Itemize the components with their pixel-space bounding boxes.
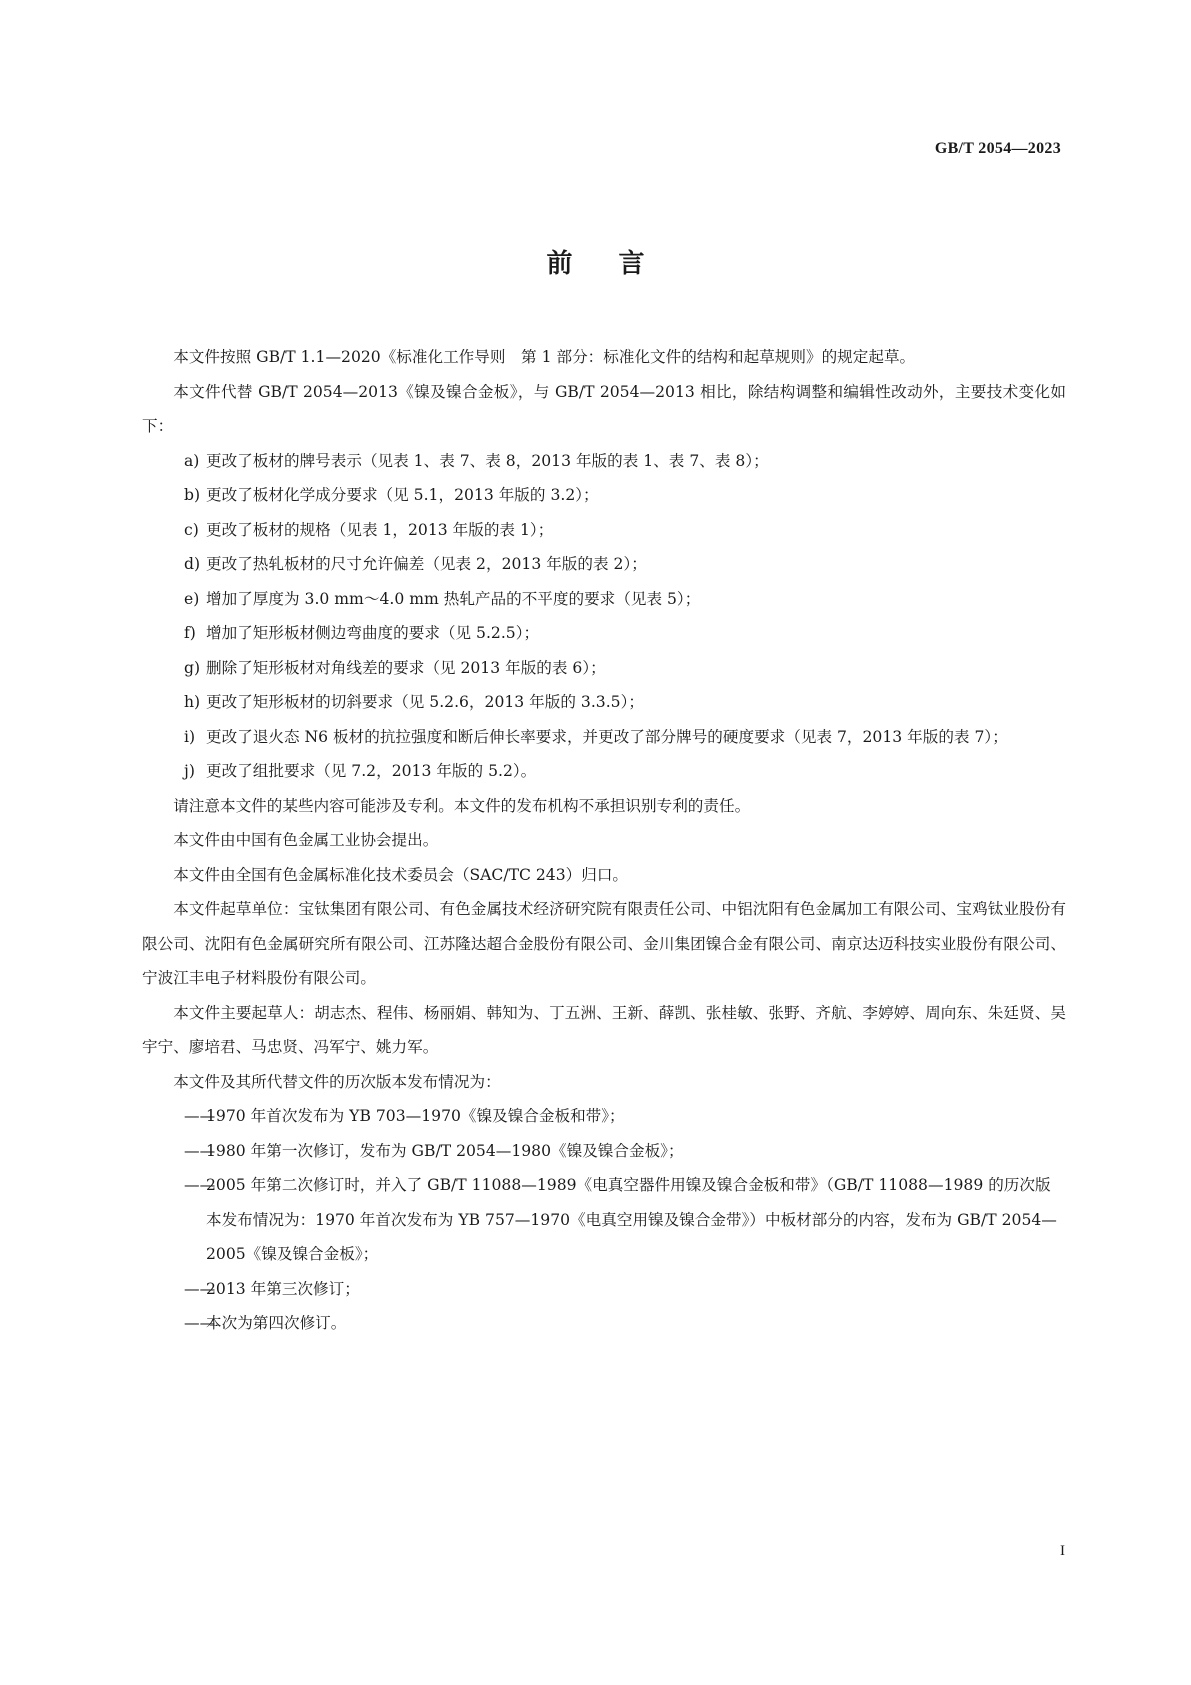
list-item: —— 2005 年第二次修订时，并入了 GB/T 11088—1989《电真空器件用镍及镍合金板和带》（GB/T 11088—1989 的历次版本发布情况为：1970 年首次发布为 YB 757—1970《电真空用镍及镍合金带》）中板材部分的内容，发布为 GB/T 2054—2005《镍及镍合金板》； bbox=[184, 1176, 1057, 1263]
list-item: i) 更改了退火态 N6 板材的抗拉强度和断后伸长率要求，并更改了部分牌号的硬度要求（见表 7，2013 年版的表 7）； bbox=[184, 727, 1008, 746]
paragraph-drafting-rules: 本文件按照 GB/T 1.1—2020《标准化工作导则 第 1 部分：标准化文件的结构和起草规则》的规定起草。 bbox=[173, 348, 916, 366]
paragraph-proposer: 本文件由中国有色金属工业协会提出。 bbox=[173, 831, 439, 849]
changes-list bbox=[142, 444, 1066, 789]
page-number: I bbox=[1060, 1543, 1065, 1559]
paragraph-patent-notice: 请注意本文件的某些内容可能涉及专利。本文件的发布机构不承担识别专利的责任。 bbox=[173, 796, 751, 815]
list-item: c) 更改了板材的规格（见表 1，2013 年版的表 1）； bbox=[184, 520, 554, 539]
list-item: —— 本次为第四次修订。 bbox=[184, 1314, 347, 1332]
paragraph-drafters: 本文件主要起草人：胡志杰、程伟、杨丽娟、韩知为、丁五洲、王新、薛凯、张桂敏、张野、齐航、李婷婷、周向东、朱廷贤、吴宇宁、廖培君、马忠贤、冯军宁、姚力军。 bbox=[142, 1003, 1066, 1056]
paragraph-history-intro: 本文件及其所代替文件的历次版本发布情况为： bbox=[173, 1072, 501, 1091]
list-item: —— 2013 年第三次修订； bbox=[184, 1279, 360, 1298]
list-item: j) 更改了组批要求（见 7.2，2013 年版的 5.2）。 bbox=[184, 762, 537, 780]
list-item: f) 增加了矩形板材侧边弯曲度的要求（见 5.2.5）； bbox=[184, 624, 540, 642]
foreword-body bbox=[142, 340, 1066, 1341]
paragraph-drafting-units: 本文件起草单位：宝钛集团有限公司、有色金属技术经济研究院有限责任公司、中铝沈阳有色金属加工有限公司、宝鸡钛业股份有限公司、沈阳有色金属研究所有限公司、江苏隆达超合金股份有限公司、金川集团镍合金有限公司、南京达迈科技实业股份有限公司、宁波江丰电子材料股份有限公司。 bbox=[142, 900, 1066, 987]
list-item: e) 增加了厚度为 3.0 mm～4.0 mm 热轧产品的不平度的要求（见表 5）； bbox=[184, 589, 701, 608]
list-item: —— 1970 年首次发布为 YB 703—1970《镍及镍合金板和带》； bbox=[184, 1107, 625, 1125]
paragraph-committee: 本文件由全国有色金属标准化技术委员会（SAC/TC 243）归口。 bbox=[173, 865, 629, 884]
list-item: h) 更改了矩形板材的切斜要求（见 5.2.6，2013 年版的 3.3.5）； bbox=[184, 693, 644, 711]
list-item: b) 更改了板材化学成分要求（见 5.1，2013 年版的 3.2）； bbox=[184, 486, 599, 504]
list-item: d) 更改了热轧板材的尺寸允许偏差（见表 2，2013 年版的表 2）； bbox=[184, 555, 647, 573]
page-title: 前言 bbox=[546, 249, 691, 279]
paragraph-replacement: 本文件代替 GB/T 2054—2013《镍及镍合金板》，与 GB/T 2054—2013 相比，除结构调整和编辑性改动外，主要技术变化如下： bbox=[142, 382, 1066, 435]
list-item: a) 更改了板材的牌号表示（见表 1、表 7、表 8，2013 年版的表 1、表 7、表 8）； bbox=[184, 451, 769, 470]
history-list bbox=[142, 1099, 1066, 1341]
list-item: g) 删除了矩形板材对角线差的要求（见 2013 年版的表 6）； bbox=[184, 658, 606, 677]
list-item: —— 1980 年第一次修订，发布为 GB/T 2054—1980《镍及镍合金板》； bbox=[184, 1141, 684, 1160]
document-code: GB/T 2054—2023 bbox=[934, 140, 1061, 157]
